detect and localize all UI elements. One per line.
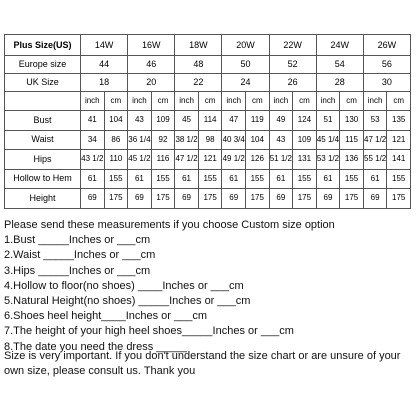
instruction-item: 8.The date you need the dress _____: [4, 340, 187, 353]
uk-size-cell: 22: [175, 74, 222, 92]
instruction-item: 5.Natural Height(no shoes) _____Inches or ___cm: [4, 295, 251, 308]
custom-size-instructions: [4, 218, 414, 355]
europe-size-cell: 50: [222, 56, 269, 74]
measurement-value: 49 1/2: [222, 150, 246, 170]
measurement-value: 69: [128, 189, 152, 209]
instruction-item: 3.Hips _____Inches or ___cm: [4, 264, 151, 277]
unit-cell: cm: [340, 92, 364, 111]
size-note: Size is very important. If you don't understand the size chart or are unsure of your own size, please consult us. Thank you: [4, 350, 401, 377]
measurement-value: 175: [104, 189, 128, 209]
measurement-value: 155: [387, 169, 411, 189]
measurement-value: 92: [151, 130, 175, 150]
measurement-value: 69: [81, 189, 105, 209]
measurement-value: 38 1/2: [175, 130, 199, 150]
measurement-value: 53: [363, 111, 387, 131]
measurement-value: 47 1/2: [175, 150, 199, 170]
unit-cell: cm: [245, 92, 269, 111]
measurement-value: 47 1/2: [363, 130, 387, 150]
size-cell: 24W: [316, 35, 363, 56]
measurement-value: 40 3/4: [222, 130, 246, 150]
measurement-value: 124: [293, 111, 317, 131]
measurement-value: 69: [269, 189, 293, 209]
unit-cell: cm: [198, 92, 222, 111]
unit-cell: cm: [387, 92, 411, 111]
measurement-value: 175: [387, 189, 411, 209]
measurement-value: 155: [151, 169, 175, 189]
size-cell: 16W: [128, 35, 175, 56]
size-chart-body: [5, 35, 411, 209]
measurement-value: 61: [363, 169, 387, 189]
uk-size-cell: 24: [222, 74, 269, 92]
measurement-label: Hollow to Hem: [5, 169, 81, 189]
measurement-value: 45 1/4: [316, 130, 340, 150]
europe-size-cell: 52: [269, 56, 316, 74]
europe-size-row: [5, 56, 411, 74]
measurement-value: 175: [340, 189, 364, 209]
measurement-value: 69: [363, 189, 387, 209]
measurement-value: 155: [104, 169, 128, 189]
europe-size-cell: 46: [128, 56, 175, 74]
measurement-value: 86: [104, 130, 128, 150]
measurement-value: 109: [151, 111, 175, 131]
size-cell: 14W: [81, 35, 128, 56]
measurement-value: 51: [316, 111, 340, 131]
measurement-value: 121: [198, 150, 222, 170]
measurement-value: 61: [81, 169, 105, 189]
measurement-value: 121: [387, 130, 411, 150]
measurement-value: 115: [340, 130, 364, 150]
europe-size-cell: 48: [175, 56, 222, 74]
measurement-value: 36 1/4: [128, 130, 152, 150]
uk-size-row: [5, 74, 411, 92]
measurement-label: Waist: [5, 130, 81, 150]
measurement-value: 43 1/2: [81, 150, 105, 170]
unit-cell: inch: [81, 92, 105, 111]
measurement-value: 155: [340, 169, 364, 189]
measurement-value: 47: [222, 111, 246, 131]
unit-cell: inch: [269, 92, 293, 111]
measurement-value: 175: [245, 189, 269, 209]
size-cell: 26W: [363, 35, 410, 56]
measurement-value: 119: [245, 111, 269, 131]
unit-cell: inch: [175, 92, 199, 111]
europe-size-cell: 56: [363, 56, 410, 74]
measurement-row: [5, 130, 411, 150]
instruction-item: 4.Hollow to floor(no shoes) ____Inches or ___cm: [4, 279, 244, 292]
measurement-value: 175: [198, 189, 222, 209]
measurement-value: 69: [175, 189, 199, 209]
instructions-intro: Please send these measurements if you choose Custom size option: [4, 219, 335, 231]
measurement-value: 175: [293, 189, 317, 209]
size-cell: 22W: [269, 35, 316, 56]
measurement-value: 55 1/2: [363, 150, 387, 170]
europe-size-cell: 44: [81, 56, 128, 74]
measurement-value: 131: [293, 150, 317, 170]
measurement-value: 126: [245, 150, 269, 170]
measurement-value: 61: [128, 169, 152, 189]
unit-cell: inch: [363, 92, 387, 111]
measurement-row: [5, 169, 411, 189]
uk-size-cell: 20: [128, 74, 175, 92]
measurement-value: 109: [293, 130, 317, 150]
measurement-value: 43: [128, 111, 152, 131]
units-spacer-cell: [5, 92, 81, 111]
measurement-label: Hips: [5, 150, 81, 170]
us-size-row: [5, 35, 411, 56]
measurement-value: 155: [245, 169, 269, 189]
unit-cell: cm: [293, 92, 317, 111]
uk-size-label: UK Size: [5, 74, 81, 92]
size-cell: 20W: [222, 35, 269, 56]
measurement-row: [5, 150, 411, 170]
instruction-item: 6.Shoes heel height____Inches or ___cm: [4, 310, 208, 323]
unit-cell: inch: [316, 92, 340, 111]
measurement-value: 104: [245, 130, 269, 150]
measurement-value: 155: [198, 169, 222, 189]
uk-size-cell: 26: [269, 74, 316, 92]
instruction-item: 1.Bust _____Inches or ___cm: [4, 234, 151, 247]
measurement-value: 45: [175, 111, 199, 131]
us-size-label: Plus Size(US): [5, 35, 81, 56]
measurement-value: 49: [269, 111, 293, 131]
measurement-value: 61: [316, 169, 340, 189]
measurement-value: 61: [175, 169, 199, 189]
measurement-value: 69: [316, 189, 340, 209]
uk-size-cell: 30: [363, 74, 410, 92]
measurement-value: 141: [387, 150, 411, 170]
measurement-value: 155: [293, 169, 317, 189]
unit-cell: cm: [104, 92, 128, 111]
measurement-value: 116: [151, 150, 175, 170]
instruction-item: 2.Waist _____Inches or ___cm: [4, 249, 156, 262]
measurement-value: 136: [340, 150, 364, 170]
measurement-value: 61: [222, 169, 246, 189]
measurement-value: 43: [269, 130, 293, 150]
instruction-item: 7.The height of your high heel shoes_____Inches or ___cm: [4, 325, 294, 338]
size-cell: 18W: [175, 35, 222, 56]
unit-cell: cm: [151, 92, 175, 111]
measurement-label: Height: [5, 189, 81, 209]
measurement-value: 53 1/2: [316, 150, 340, 170]
unit-cell: inch: [222, 92, 246, 111]
measurement-label: Bust: [5, 111, 81, 131]
measurement-row: [5, 111, 411, 131]
measurement-value: 104: [104, 111, 128, 131]
measurement-value: 51 1/2: [269, 150, 293, 170]
measurement-value: 114: [198, 111, 222, 131]
uk-size-cell: 18: [81, 74, 128, 92]
europe-size-label: Europe size: [5, 56, 81, 74]
size-chart-table: [4, 34, 411, 209]
europe-size-cell: 54: [316, 56, 363, 74]
measurement-value: 41: [81, 111, 105, 131]
measurement-value: 98: [198, 130, 222, 150]
measurement-value: 175: [151, 189, 175, 209]
units-row: [5, 92, 411, 111]
unit-cell: inch: [128, 92, 152, 111]
uk-size-cell: 28: [316, 74, 363, 92]
measurement-value: 69: [222, 189, 246, 209]
measurement-row: [5, 189, 411, 209]
measurement-value: 45 1/2: [128, 150, 152, 170]
measurement-value: 130: [340, 111, 364, 131]
measurement-value: 135: [387, 111, 411, 131]
measurement-value: 110: [104, 150, 128, 170]
measurement-value: 61: [269, 169, 293, 189]
measurement-value: 34: [81, 130, 105, 150]
